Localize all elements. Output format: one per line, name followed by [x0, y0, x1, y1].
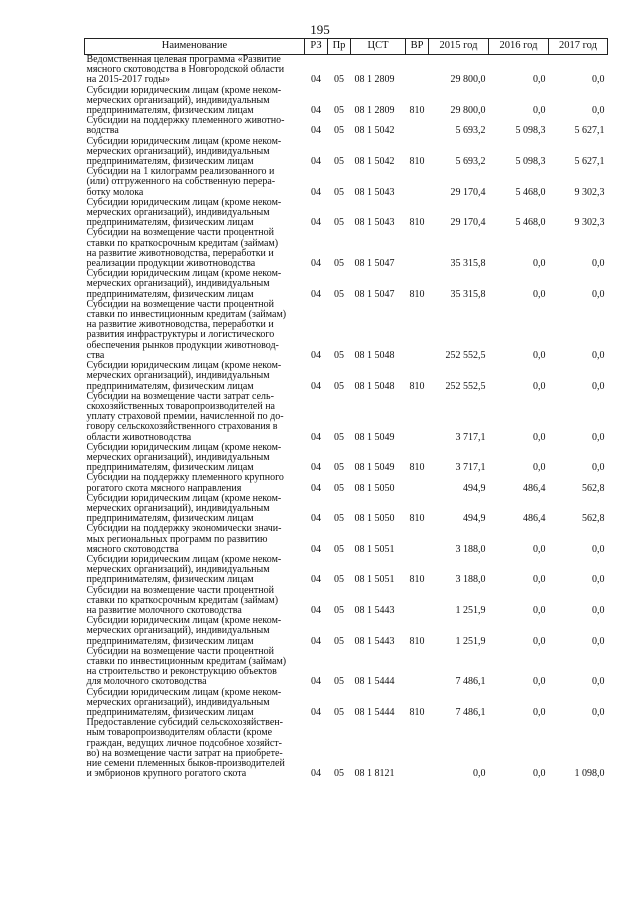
row-description: Субсидии на возмещение части процентной ставки по инвестиционным кредитам (займам) на развитие животноводства, переработки и развития инфраструктуры и логистического обеспечения рынков продукции животновод- ства — [86, 298, 287, 361]
cell-cst: 08 1 5051 — [354, 543, 395, 555]
cell-2016: 5 098,3 — [515, 156, 546, 168]
cell-vr: 810 — [409, 105, 425, 117]
table-header — [85, 39, 608, 55]
cell-name — [85, 137, 305, 168]
cell-name — [85, 361, 305, 392]
cell-cst: 08 1 5444 — [354, 707, 395, 718]
cell-2015: 1 251,9 — [455, 635, 486, 647]
cell-vr: 810 — [409, 156, 425, 168]
table-row — [85, 116, 608, 136]
row-description: Предоставление субсидий сельскохозяйствен- ным товаропроизводителям области (кроме граждан, ведущих личное подсобное хозяйст- во) на возмещение части затрат на приобрете- ние семени племенных быков-производителей и эмбрионов крупного рогатого скота — [86, 717, 285, 780]
cell-rz: 04 — [311, 768, 321, 780]
cell-name — [85, 86, 305, 117]
cell-2016: 0,0 — [533, 768, 546, 780]
cell-cst: 08 1 5443 — [354, 604, 395, 616]
cell-cst: 08 1 5050 — [354, 513, 395, 525]
cell-cst: 08 1 8121 — [354, 768, 395, 780]
cell-2016: 0,0 — [533, 288, 546, 300]
cell-vr: 810 — [409, 462, 425, 474]
cell-pr: 05 — [334, 156, 344, 168]
cell-name — [85, 524, 305, 555]
cell-2016: 0,0 — [533, 105, 546, 117]
cell-rz: 04 — [311, 635, 321, 647]
cell-2016: 0,0 — [533, 431, 546, 443]
cell-pr: 05 — [334, 349, 344, 361]
cell-vr: 810 — [409, 707, 425, 718]
cell-2015: 7 486,1 — [455, 676, 486, 688]
cell-cst: 08 1 2809 — [354, 74, 395, 86]
row-description: Субсидии на возмещение части процентной ставки по инвестиционным кредитам (займам) на строительство и реконструкцию объектов для молочного скотоводства — [86, 645, 287, 688]
cell-pr: 05 — [334, 125, 344, 137]
header-2015: 2015 год — [429, 39, 489, 55]
cell-vr — [406, 586, 429, 617]
cell-cst: 08 1 5049 — [354, 462, 395, 474]
cell-2017: 0,0 — [592, 462, 605, 474]
cell-pr: 05 — [334, 74, 344, 86]
row-description: Субсидии на поддержку экономически значи- мых региональных программ по развитию мясного скотоводства — [86, 523, 282, 555]
cell-rz: 04 — [311, 380, 321, 392]
cell-vr: 810 — [409, 513, 425, 525]
cell-2016: 5 468,0 — [515, 186, 546, 198]
cell-2017: 562,8 — [582, 482, 605, 494]
cell-rz: 04 — [311, 462, 321, 474]
table-row — [85, 473, 608, 493]
cell-cst: 08 1 5050 — [354, 482, 395, 494]
cell-vr — [406, 647, 429, 688]
cell-2017: 5 627,1 — [574, 125, 605, 137]
cell-name — [85, 55, 305, 86]
cell-cst: 08 1 5043 — [354, 186, 395, 198]
cell-name — [85, 167, 305, 198]
cell-cst: 08 1 5042 — [354, 156, 395, 168]
cell-rz: 04 — [311, 574, 321, 586]
cell-rz: 04 — [311, 258, 321, 270]
cell-2015: 35 315,8 — [450, 288, 486, 300]
table-row — [85, 55, 608, 86]
cell-cst: 08 1 5048 — [354, 380, 395, 392]
cell-vr — [406, 392, 429, 443]
cell-2015: 0,0 — [473, 768, 486, 780]
table-row — [85, 361, 608, 392]
cell-cst: 08 1 5049 — [354, 431, 395, 443]
row-description: Субсидии на поддержку племенного животно- водства — [86, 115, 285, 137]
cell-name — [85, 228, 305, 269]
cell-pr: 05 — [334, 543, 344, 555]
cell-name — [85, 494, 305, 525]
cell-2016: 0,0 — [533, 707, 546, 718]
cell-pr: 05 — [334, 288, 344, 300]
cell-vr: 810 — [409, 288, 425, 300]
cell-name — [85, 473, 305, 493]
cell-2017: 0,0 — [592, 635, 605, 647]
cell-2015: 29 800,0 — [450, 74, 486, 86]
cell-name — [85, 718, 305, 779]
cell-2017: 562,8 — [582, 513, 605, 525]
cell-cst: 08 1 5051 — [354, 574, 395, 586]
cell-2015: 7 486,1 — [455, 707, 486, 718]
cell-pr: 05 — [334, 258, 344, 270]
cell-cst: 08 1 5043 — [354, 217, 395, 229]
table-row — [85, 494, 608, 525]
cell-2015: 3 188,0 — [455, 543, 486, 555]
cell-rz: 04 — [311, 604, 321, 616]
table-row — [85, 718, 608, 779]
cell-name — [85, 688, 305, 719]
cell-vr — [406, 524, 429, 555]
cell-pr: 05 — [334, 431, 344, 443]
cell-pr: 05 — [334, 574, 344, 586]
cell-2017: 5 627,1 — [574, 156, 605, 168]
table-row — [85, 586, 608, 617]
header-rz: РЗ — [305, 39, 328, 55]
table-row — [85, 688, 608, 719]
cell-2017: 0,0 — [592, 707, 605, 718]
cell-2015: 29 800,0 — [450, 105, 486, 117]
row-description: Субсидии на возмещение части процентной ставки по краткосрочным кредитам (займам) на развитие молочного скотоводства — [86, 584, 279, 616]
cell-2017: 0,0 — [592, 349, 605, 361]
cell-cst: 08 1 5047 — [354, 258, 395, 270]
cell-2016: 0,0 — [533, 462, 546, 474]
cell-pr: 05 — [334, 635, 344, 647]
table-row — [85, 86, 608, 117]
cell-vr — [406, 167, 429, 198]
row-description: Субсидии юридическим лицам (кроме неком- мерческих организаций), индивидуальным предпринимателям, физическим лицам — [86, 492, 282, 525]
cell-rz: 04 — [311, 288, 321, 300]
header-name: Наименование — [85, 39, 305, 55]
cell-2016: 5 098,3 — [515, 125, 546, 137]
cell-rz: 04 — [311, 543, 321, 555]
cell-2016: 486,4 — [523, 482, 546, 494]
table-row — [85, 269, 608, 300]
cell-vr — [406, 718, 429, 779]
cell-name — [85, 616, 305, 647]
cell-2016: 0,0 — [533, 543, 546, 555]
cell-cst: 08 1 5048 — [354, 349, 395, 361]
cell-2017: 0,0 — [592, 543, 605, 555]
cell-name — [85, 647, 305, 688]
row-description: Субсидии на поддержку племенного крупного рогатого скота мясного направления — [86, 472, 284, 494]
cell-2017: 0,0 — [592, 604, 605, 616]
cell-2017: 0,0 — [592, 431, 605, 443]
cell-2016: 0,0 — [533, 380, 546, 392]
row-description: Субсидии юридическим лицам (кроме неком- мерческих организаций), индивидуальным предпринимателям, физическим лицам — [86, 615, 282, 647]
cell-name — [85, 443, 305, 474]
cell-rz: 04 — [311, 156, 321, 168]
cell-2015: 1 251,9 — [455, 604, 486, 616]
cell-cst: 08 1 5047 — [354, 288, 395, 300]
cell-rz: 04 — [311, 513, 321, 525]
cell-rz: 04 — [311, 676, 321, 688]
cell-2015: 29 170,4 — [450, 217, 486, 229]
row-description: Субсидии на возмещение части процентной ставки по краткосрочным кредитам (займам) на развитие животноводства, переработки и реализации продукции животноводства — [86, 227, 279, 270]
cell-pr: 05 — [334, 380, 344, 392]
cell-2015: 5 693,2 — [455, 125, 486, 137]
cell-rz: 04 — [311, 125, 321, 137]
cell-pr: 05 — [334, 186, 344, 198]
cell-name — [85, 392, 305, 443]
table-row — [85, 555, 608, 586]
cell-2017: 0,0 — [592, 288, 605, 300]
cell-rz: 04 — [311, 74, 321, 86]
table-row — [85, 392, 608, 443]
table-row — [85, 300, 608, 361]
cell-vr — [406, 116, 429, 136]
cell-cst: 08 1 5042 — [354, 125, 395, 137]
cell-pr: 05 — [334, 105, 344, 117]
cell-pr: 05 — [334, 707, 344, 718]
table-row — [85, 198, 608, 229]
cell-2017: 0,0 — [592, 258, 605, 270]
cell-rz: 04 — [311, 217, 321, 229]
table-row — [85, 167, 608, 198]
cell-vr — [406, 228, 429, 269]
cell-pr: 05 — [334, 676, 344, 688]
cell-2017: 9 302,3 — [574, 217, 605, 229]
cell-2015: 252 552,5 — [445, 380, 486, 392]
table-body — [85, 55, 608, 780]
table-row — [85, 647, 608, 688]
table-row — [85, 524, 608, 555]
row-description: Субсидии юридическим лицам (кроме неком- мерческих организаций), индивидуальным предпринимателям, физическим лицам — [86, 268, 282, 300]
cell-2017: 1 098,0 — [574, 768, 605, 780]
cell-2015: 3 717,1 — [455, 462, 486, 474]
table-row — [85, 616, 608, 647]
row-description: Субсидии юридическим лицам (кроме неком- мерческих организаций), индивидуальным предпринимателям, физическим лицам — [86, 135, 282, 168]
cell-vr: 810 — [409, 217, 425, 229]
cell-name — [85, 116, 305, 136]
cell-rz: 04 — [311, 482, 321, 494]
cell-pr: 05 — [334, 462, 344, 474]
cell-2016: 0,0 — [533, 574, 546, 586]
table-row — [85, 137, 608, 168]
cell-cst: 08 1 5443 — [354, 635, 395, 647]
cell-rz: 04 — [311, 349, 321, 361]
cell-2017: 9 302,3 — [574, 186, 605, 198]
cell-rz: 04 — [311, 431, 321, 443]
cell-vr: 810 — [409, 380, 425, 392]
page-number: 195 — [310, 22, 330, 37]
cell-2015: 35 315,8 — [450, 258, 486, 270]
cell-2016: 486,4 — [523, 513, 546, 525]
cell-rz: 04 — [311, 186, 321, 198]
row-description: Субсидии юридическим лицам (кроме неком- мерческих организаций), индивидуальным предпринимателям, физическим лицам — [86, 84, 282, 117]
cell-name — [85, 198, 305, 229]
row-description: Субсидии юридическим лицам (кроме неком- мерческих организаций), индивидуальным предпринимателям, физическим лицам — [86, 553, 282, 586]
cell-2016: 0,0 — [533, 635, 546, 647]
header-2017: 2017 год — [549, 39, 608, 55]
row-description: Субсидии юридическим лицам (кроме неком- мерческих организаций), индивидуальным предпринимателям, физическим лицам — [86, 686, 282, 718]
cell-name — [85, 269, 305, 300]
cell-2015: 494,9 — [463, 482, 486, 494]
cell-name — [85, 300, 305, 361]
header-row — [85, 39, 608, 55]
cell-name — [85, 586, 305, 617]
cell-2016: 0,0 — [533, 604, 546, 616]
cell-vr — [406, 55, 429, 86]
budget-table — [84, 38, 608, 779]
cell-2015: 29 170,4 — [450, 186, 486, 198]
cell-2016: 0,0 — [533, 74, 546, 86]
cell-2015: 5 693,2 — [455, 156, 486, 168]
cell-2017: 0,0 — [592, 574, 605, 586]
row-description: Субсидии юридическим лицам (кроме неком- мерческих организаций), индивидуальным предпринимателям, физическим лицам — [86, 360, 282, 392]
cell-2015: 3 717,1 — [455, 431, 486, 443]
cell-pr: 05 — [334, 768, 344, 780]
cell-rz: 04 — [311, 105, 321, 117]
cell-2016: 0,0 — [533, 258, 546, 270]
cell-pr: 05 — [334, 513, 344, 525]
header-2016: 2016 год — [489, 39, 549, 55]
cell-name — [85, 555, 305, 586]
table-row — [85, 228, 608, 269]
cell-pr: 05 — [334, 482, 344, 494]
row-description: Субсидии на возмещение части затрат сель- скохозяйственных товаропроизводителей на уплату страховой премии, начисленной по до- говору сельскохозяйственного страхования в области животноводства — [86, 390, 284, 443]
header-cst: ЦСТ — [351, 39, 406, 55]
cell-cst: 08 1 5444 — [354, 676, 395, 688]
cell-2017: 0,0 — [592, 105, 605, 117]
row-description: Субсидии юридическим лицам (кроме неком- мерческих организаций), индивидуальным предпринимателям, физическим лицам — [86, 196, 282, 229]
cell-cst: 08 1 2809 — [354, 105, 395, 117]
row-description: Субсидии на 1 килограмм реализованного и (или) отгруженного на собственную перера- ботку молока — [86, 166, 276, 198]
cell-2015: 3 188,0 — [455, 574, 486, 586]
cell-2017: 0,0 — [592, 380, 605, 392]
cell-vr — [406, 300, 429, 361]
cell-2016: 0,0 — [533, 676, 546, 688]
cell-2016: 5 468,0 — [515, 217, 546, 229]
cell-vr: 810 — [409, 574, 425, 586]
row-description: Ведомственная целевая программа «Развитие мясного скотоводства в Новгородской области на 2015-2017 годы» — [86, 54, 285, 86]
header-vr: ВР — [406, 39, 429, 55]
cell-pr: 05 — [334, 217, 344, 229]
cell-pr: 05 — [334, 604, 344, 616]
cell-vr — [406, 473, 429, 493]
cell-2016: 0,0 — [533, 349, 546, 361]
cell-2015: 494,9 — [463, 513, 486, 525]
cell-2017: 0,0 — [592, 74, 605, 86]
cell-2015: 252 552,5 — [445, 349, 486, 361]
cell-vr: 810 — [409, 635, 425, 647]
header-pr: Пр — [328, 39, 351, 55]
row-description: Субсидии юридическим лицам (кроме неком- мерческих организаций), индивидуальным предпринимателям, физическим лицам — [86, 441, 282, 474]
table-row — [85, 443, 608, 474]
cell-2017: 0,0 — [592, 676, 605, 688]
cell-rz: 04 — [311, 707, 321, 718]
